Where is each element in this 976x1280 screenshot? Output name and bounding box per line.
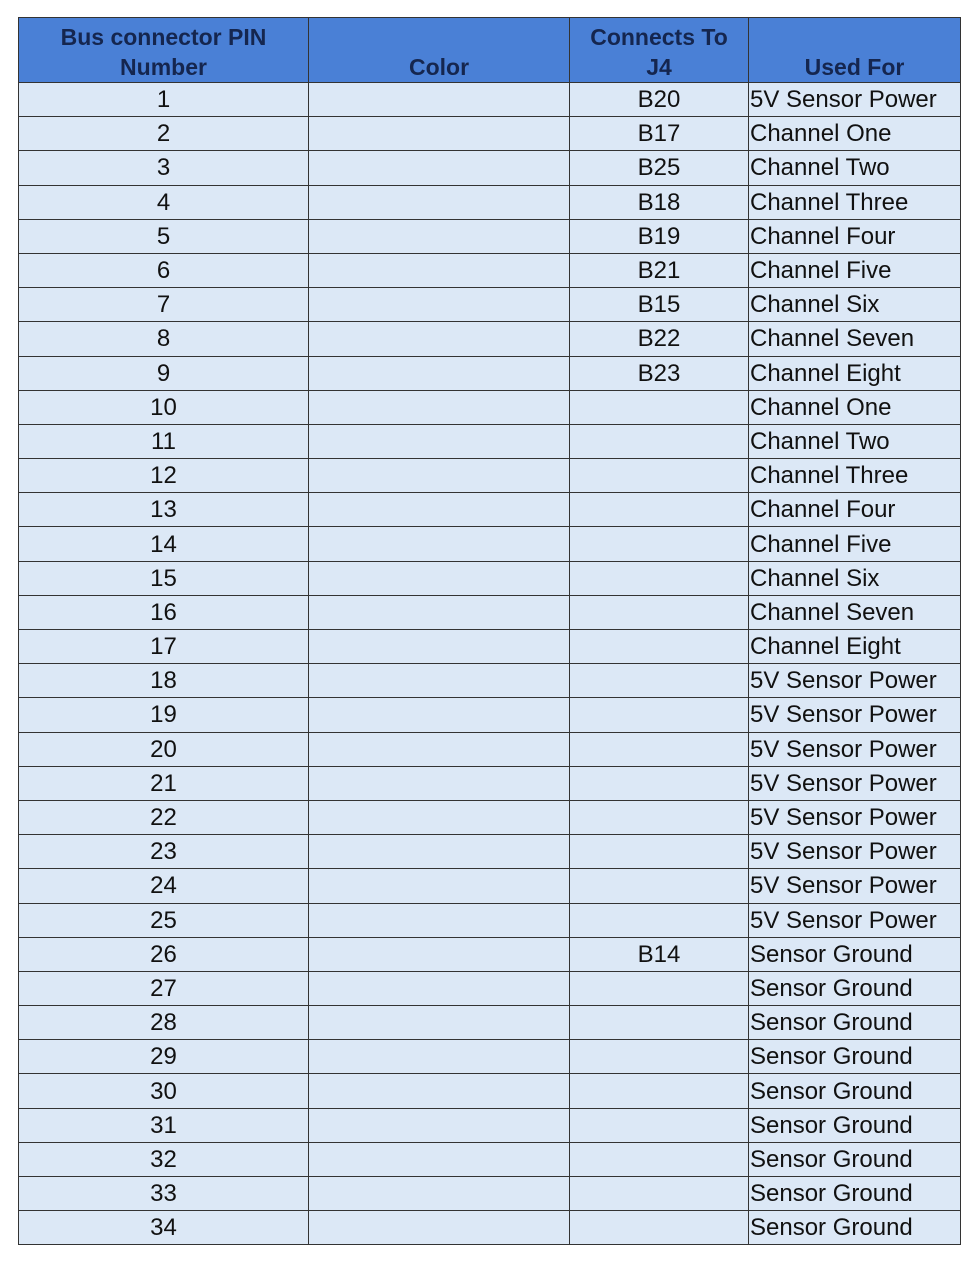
- color-cell: [309, 1040, 570, 1074]
- table-row: [19, 151, 961, 185]
- color-cell: [309, 1142, 570, 1176]
- color-cell: [309, 698, 570, 732]
- table-row: [19, 1177, 961, 1211]
- color-cell: [309, 869, 570, 903]
- table-row: [19, 493, 961, 527]
- table-row: [19, 937, 961, 971]
- used-for-cell: Sensor Ground: [749, 1177, 961, 1211]
- pin-cell: 24: [19, 869, 309, 903]
- connects-cell: [570, 493, 749, 527]
- color-cell: [309, 151, 570, 185]
- pin-cell: 15: [19, 561, 309, 595]
- connects-cell: [570, 527, 749, 561]
- color-cell: [309, 903, 570, 937]
- used-for-cell: Sensor Ground: [749, 971, 961, 1005]
- pin-cell: 3: [19, 151, 309, 185]
- table-row: [19, 459, 961, 493]
- pin-cell: 30: [19, 1074, 309, 1108]
- pin-cell: 34: [19, 1211, 309, 1245]
- pin-cell: 33: [19, 1177, 309, 1211]
- pin-cell: 11: [19, 424, 309, 458]
- pin-cell: 18: [19, 664, 309, 698]
- connects-cell: [570, 1006, 749, 1040]
- used-for-cell: 5V Sensor Power: [749, 800, 961, 834]
- used-for-cell: Channel One: [749, 390, 961, 424]
- pin-cell: 27: [19, 971, 309, 1005]
- pin-cell: 20: [19, 732, 309, 766]
- connects-cell: [570, 1108, 749, 1142]
- pin-cell: 23: [19, 835, 309, 869]
- color-cell: [309, 83, 570, 117]
- connects-cell: [570, 1040, 749, 1074]
- used-for-cell: 5V Sensor Power: [749, 664, 961, 698]
- color-cell: [309, 971, 570, 1005]
- used-for-cell: Sensor Ground: [749, 1006, 961, 1040]
- pin-cell: 8: [19, 322, 309, 356]
- color-cell: [309, 800, 570, 834]
- table-row: [19, 595, 961, 629]
- pin-cell: 29: [19, 1040, 309, 1074]
- color-cell: [309, 561, 570, 595]
- used-for-cell: Channel Two: [749, 424, 961, 458]
- connects-cell: B17: [570, 117, 749, 151]
- used-for-cell: Sensor Ground: [749, 1142, 961, 1176]
- connects-cell: [570, 595, 749, 629]
- header-row: [19, 18, 961, 83]
- table-row: [19, 664, 961, 698]
- color-cell: [309, 253, 570, 287]
- color-cell: [309, 1177, 570, 1211]
- used-for-cell: Channel Two: [749, 151, 961, 185]
- color-cell: [309, 117, 570, 151]
- pin-cell: 26: [19, 937, 309, 971]
- used-for-cell: 5V Sensor Power: [749, 766, 961, 800]
- connects-cell: [570, 971, 749, 1005]
- color-cell: [309, 937, 570, 971]
- header-connects: Connects To J4: [570, 18, 749, 83]
- used-for-cell: 5V Sensor Power: [749, 732, 961, 766]
- connects-cell: B21: [570, 253, 749, 287]
- pin-cell: 28: [19, 1006, 309, 1040]
- color-cell: [309, 1108, 570, 1142]
- used-for-cell: Channel Three: [749, 185, 961, 219]
- table-row: [19, 527, 961, 561]
- table-row: [19, 1074, 961, 1108]
- connects-cell: B22: [570, 322, 749, 356]
- header-pin: Bus connector PIN Number: [19, 18, 309, 83]
- used-for-cell: Channel Eight: [749, 356, 961, 390]
- table-row: [19, 83, 961, 117]
- table-row: [19, 835, 961, 869]
- table-row: [19, 1108, 961, 1142]
- table-row: [19, 1211, 961, 1245]
- connects-cell: [570, 1074, 749, 1108]
- used-for-cell: Channel Six: [749, 288, 961, 322]
- used-for-cell: Sensor Ground: [749, 1211, 961, 1245]
- color-cell: [309, 493, 570, 527]
- pin-cell: 14: [19, 527, 309, 561]
- connects-cell: [570, 1211, 749, 1245]
- table-row: [19, 766, 961, 800]
- color-cell: [309, 595, 570, 629]
- pin-cell: 12: [19, 459, 309, 493]
- color-cell: [309, 1006, 570, 1040]
- pin-cell: 6: [19, 253, 309, 287]
- table-row: [19, 800, 961, 834]
- pin-cell: 13: [19, 493, 309, 527]
- used-for-cell: Sensor Ground: [749, 1108, 961, 1142]
- color-cell: [309, 732, 570, 766]
- color-cell: [309, 664, 570, 698]
- header-color: Color: [309, 18, 570, 83]
- pin-cell: 19: [19, 698, 309, 732]
- connects-cell: [570, 698, 749, 732]
- connects-cell: [570, 561, 749, 595]
- connects-cell: [570, 835, 749, 869]
- pin-cell: 5: [19, 219, 309, 253]
- connects-cell: [570, 1177, 749, 1211]
- pin-cell: 16: [19, 595, 309, 629]
- color-cell: [309, 390, 570, 424]
- used-for-cell: 5V Sensor Power: [749, 903, 961, 937]
- pin-assignment-table: [18, 17, 961, 1245]
- table-row: [19, 424, 961, 458]
- used-for-cell: 5V Sensor Power: [749, 83, 961, 117]
- table-row: [19, 1142, 961, 1176]
- used-for-cell: Channel Seven: [749, 322, 961, 356]
- used-for-cell: Channel Five: [749, 253, 961, 287]
- used-for-cell: Channel Seven: [749, 595, 961, 629]
- used-for-cell: Sensor Ground: [749, 1040, 961, 1074]
- color-cell: [309, 322, 570, 356]
- used-for-cell: Channel Three: [749, 459, 961, 493]
- pin-cell: 25: [19, 903, 309, 937]
- pin-cell: 32: [19, 1142, 309, 1176]
- table-row: [19, 356, 961, 390]
- pin-cell: 1: [19, 83, 309, 117]
- connects-cell: [570, 732, 749, 766]
- connects-cell: [570, 390, 749, 424]
- connects-cell: B20: [570, 83, 749, 117]
- header-used-for: Used For: [749, 18, 961, 83]
- used-for-cell: Sensor Ground: [749, 937, 961, 971]
- table-row: [19, 869, 961, 903]
- table-row: [19, 732, 961, 766]
- connects-cell: B18: [570, 185, 749, 219]
- connects-cell: B14: [570, 937, 749, 971]
- pin-cell: 4: [19, 185, 309, 219]
- connects-cell: [570, 766, 749, 800]
- used-for-cell: Sensor Ground: [749, 1074, 961, 1108]
- table-body: [19, 83, 961, 1245]
- table-row: [19, 630, 961, 664]
- table-row: [19, 322, 961, 356]
- pin-cell: 21: [19, 766, 309, 800]
- used-for-cell: 5V Sensor Power: [749, 835, 961, 869]
- pin-cell: 17: [19, 630, 309, 664]
- connects-cell: [570, 800, 749, 834]
- color-cell: [309, 1211, 570, 1245]
- used-for-cell: Channel One: [749, 117, 961, 151]
- table-row: [19, 561, 961, 595]
- table-row: [19, 698, 961, 732]
- used-for-cell: 5V Sensor Power: [749, 869, 961, 903]
- used-for-cell: Channel Four: [749, 493, 961, 527]
- used-for-cell: Channel Six: [749, 561, 961, 595]
- connects-cell: B15: [570, 288, 749, 322]
- color-cell: [309, 288, 570, 322]
- table-row: [19, 903, 961, 937]
- pin-cell: 22: [19, 800, 309, 834]
- table-row: [19, 253, 961, 287]
- color-cell: [309, 219, 570, 253]
- color-cell: [309, 766, 570, 800]
- pin-cell: 9: [19, 356, 309, 390]
- used-for-cell: 5V Sensor Power: [749, 698, 961, 732]
- color-cell: [309, 356, 570, 390]
- pin-cell: 31: [19, 1108, 309, 1142]
- color-cell: [309, 459, 570, 493]
- table-row: [19, 219, 961, 253]
- color-cell: [309, 835, 570, 869]
- used-for-cell: Channel Eight: [749, 630, 961, 664]
- table-row: [19, 971, 961, 1005]
- table-row: [19, 117, 961, 151]
- pin-cell: 2: [19, 117, 309, 151]
- color-cell: [309, 185, 570, 219]
- used-for-cell: Channel Four: [749, 219, 961, 253]
- connects-cell: [570, 630, 749, 664]
- color-cell: [309, 527, 570, 561]
- table-row: [19, 185, 961, 219]
- connects-cell: B23: [570, 356, 749, 390]
- color-cell: [309, 630, 570, 664]
- connects-cell: [570, 424, 749, 458]
- connects-cell: [570, 664, 749, 698]
- table-row: [19, 1040, 961, 1074]
- connects-cell: B25: [570, 151, 749, 185]
- pin-cell: 7: [19, 288, 309, 322]
- connects-cell: [570, 459, 749, 493]
- pin-cell: 10: [19, 390, 309, 424]
- table-row: [19, 390, 961, 424]
- table-row: [19, 1006, 961, 1040]
- connects-cell: B19: [570, 219, 749, 253]
- connects-cell: [570, 869, 749, 903]
- connects-cell: [570, 903, 749, 937]
- color-cell: [309, 1074, 570, 1108]
- color-cell: [309, 424, 570, 458]
- used-for-cell: Channel Five: [749, 527, 961, 561]
- connects-cell: [570, 1142, 749, 1176]
- table-row: [19, 288, 961, 322]
